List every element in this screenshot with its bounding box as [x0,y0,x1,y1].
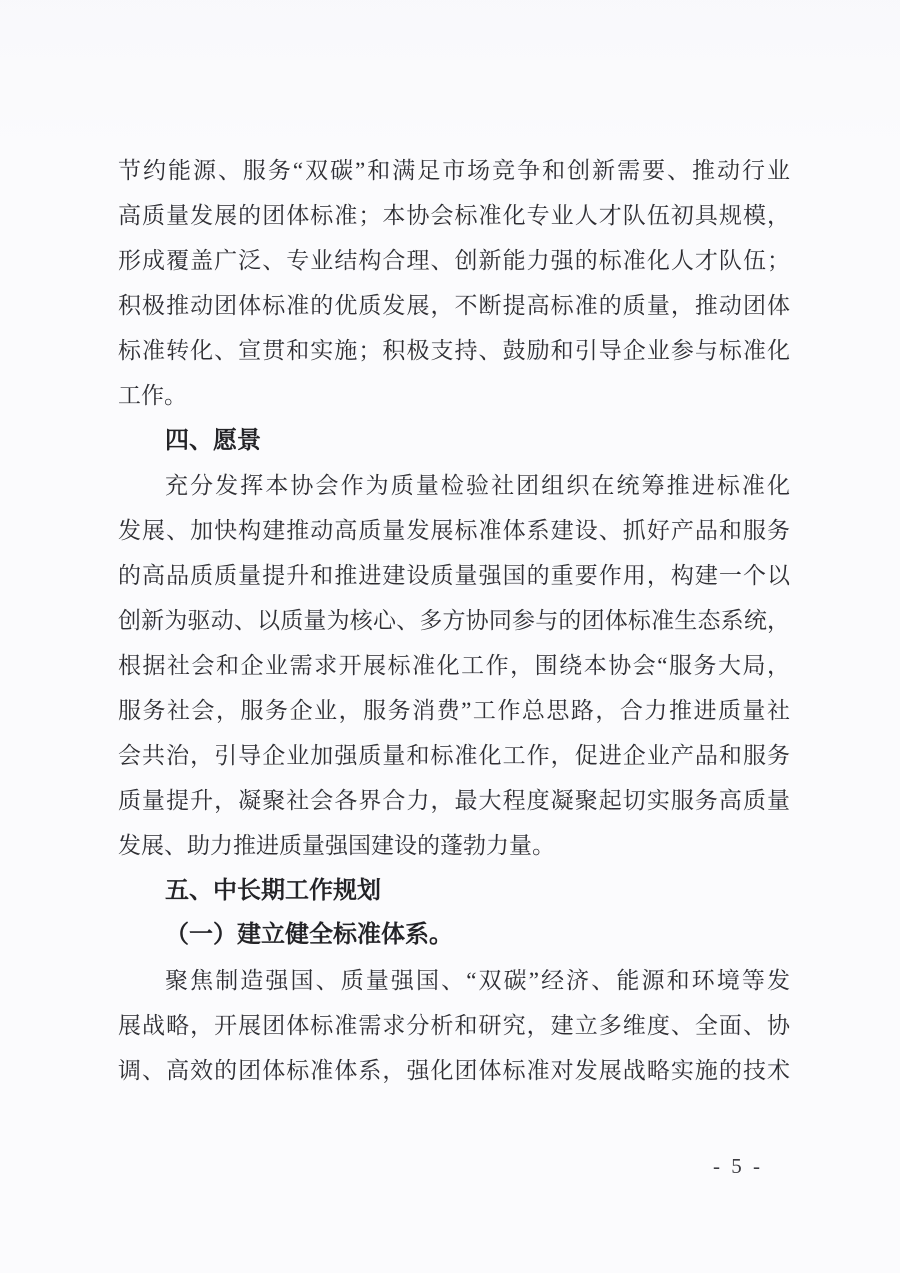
text-line: 调、高效的团体标准体系，强化团体标准对发展战略实施的技术 [118,1058,790,1083]
text-line: 会共治，引导企业加强质量和标准化工作，促进企业产品和服务 [118,743,790,768]
text-line: 聚焦制造强国、质量强国、“双碳”经济、能源和环境等发 [165,968,790,993]
text-line: 标准转化、宣贯和实施；积极支持、鼓励和引导企业参与标准化 [118,338,790,363]
text-line: 形成覆盖广泛、专业结构合理、创新能力强的标准化人才队伍； [118,248,790,273]
text-line: 服务社会，服务企业，服务消费”工作总思路，合力推进质量社 [118,698,790,723]
text-line: 积极推动团体标准的优质发展，不断提高标准的质量，推动团体 [118,293,790,318]
page-number: - 5 - [713,1154,763,1178]
text-line: 展战略，开展团体标准需求分析和研究，建立多维度、全面、协 [118,1013,790,1038]
text-line: 高质量发展的团体标准；本协会标准化专业人才队伍初具规模， [118,203,790,228]
text-line: 工作。 [118,383,187,408]
text-line: 根据社会和企业需求开展标准化工作，围绕本协会“服务大局， [118,653,790,678]
section-heading: 五、中长期工作规划 [165,877,381,904]
text-line: 质量提升，凝聚社会各界合力，最大程度凝聚起切实服务高质量 [118,788,790,813]
text-line: 节约能源、服务“双碳”和满足市场竞争和创新需要、推动行业 [118,158,790,183]
text-line: 的高品质质量提升和推进建设质量强国的重要作用，构建一个以 [118,563,790,588]
document-body [118,148,790,1093]
text-line: 发展、助力推进质量强国建设的蓬勃力量。 [118,833,555,858]
text-line: 发展、加快构建推动高质量发展标准体系建设、抓好产品和服务 [118,518,790,543]
text-line: 充分发挥本协会作为质量检验社团组织在统筹推进标准化 [165,473,790,498]
sub-heading: （一）建立健全标准体系。 [165,922,453,948]
text-line: 创新为驱动、以质量为核心、多方协同参与的团体标准生态系统， [118,608,790,633]
section-heading: 四、愿景 [165,427,261,454]
